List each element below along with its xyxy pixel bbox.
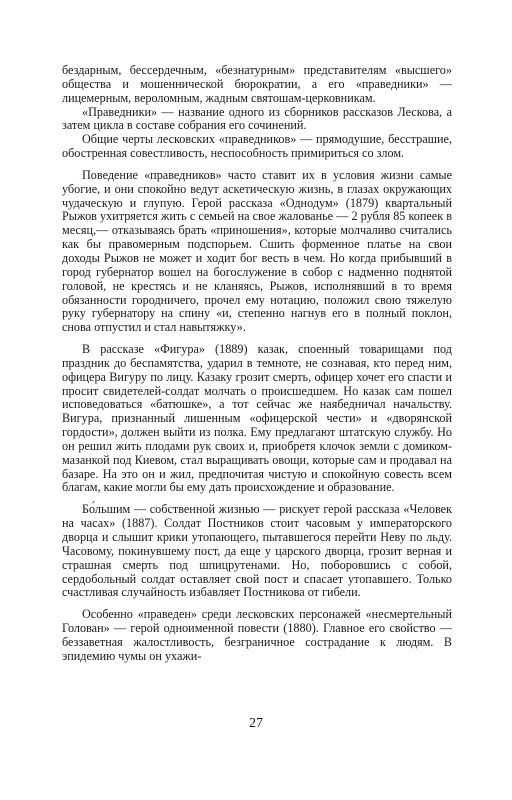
paragraph-3: Общие черты лесковских «праведников» — прямодушие, бесстрашие, обостренная совестливость, неспособность примириться со злом.	[62, 132, 452, 161]
paragraph-1: бездарным, бессердечным, «безнатурным» представителям «высшего» общества и мошеннической бюрократии, а его «праведники» — лицемерным, вероломным, жадным святошам-церковникам.	[62, 63, 452, 105]
paragraph-7: Особенно «праведен» среди лесковских персонажей «несмертельный Голован» — герой одноименной повести (1880). Главное его свойство — беззаветная жалостливость, безграничное сострадание к людям. В эпидемию чумы он ухажи-	[62, 607, 452, 663]
paragraph-4: Поведение «праведников» часто ставит их в условия жизни самые убогие, и они спокойно ведут аскетическую жизнь, в глазах окружающих чудаческую и глупую. Герой рассказа «Однодум» (1879) квартальный Рыжов ухитряется жить с семьей на свое жалованье — 2 рубля 85 копеек в месяц,— отказываясь брать «приношения», которые молчаливо считались как бы правомерным подспорьем. Сшить форменное платье на свои доходы Рыжов не может и ходит бог весть в чем. Но когда прибывший в город губернатор вошел на богослужение в собор с надменно поднятой головой, не крестясь и не кланяясь, Рыжов, исполнявший в то время обязанности городничего, прочел ему нотацию, положил свою тяжелую руку губернатору на спину «и, степенно нагнув его в полный поклон, снова отпустил и стал навытяжку».	[62, 167, 452, 335]
paragraph-6: Бо́льшим — собственной жизнью — рискует герой рассказа «Человек на часах» (1887). Солдат Постников стоит часовым у императорского дворца и слышит крики утопающего, пытавшегося перейти Неву по льду. Часовому, покинувшему пост, да еще у царского дворца, грозит верная и страшная смерть под шпицрутенами. Но, поборовшись с собой, сердобольный солдат оставляет свой пост и спасает утопавшего. Только счастливая случайность избавляет Постникова от гибели.	[62, 502, 452, 600]
paragraph-5: В рассказе «Фигура» (1889) казак, споенный товарищами под праздник до беспамятства, ударил в темноте, не сознавая, кто перед ним, офицера Вигуру по лицу. Казаку грозит смерть, офицер хочет его спасти и просит свидетелей-солдат молчать о происшедшем. Но казак сам пошел исповедоваться «батюшке», а тот сейчас же наябедничал начальству. Вигура, признанный лишенным «офицерской чести» и «дворянской гордости», должен выйти из полка. Ему предлагают штатскую службу. Но он решил жить плодами рук своих и, приобретя клочок земли с домиком-мазанкой под Киевом, стал выращивать овощи, которые сам и продавал на базаре. На это он и жил, предпочитая чистую и спокойную совесть всем благам, какие могли бы ему дать происхождение и образование.	[62, 342, 452, 495]
page-text	[62, 64, 452, 664]
page-number: 27	[249, 716, 263, 731]
paragraph-2: «Праведники» — название одного из сборников рассказов Лескова, а затем цикла в составе собрания его сочинений.	[62, 104, 452, 133]
